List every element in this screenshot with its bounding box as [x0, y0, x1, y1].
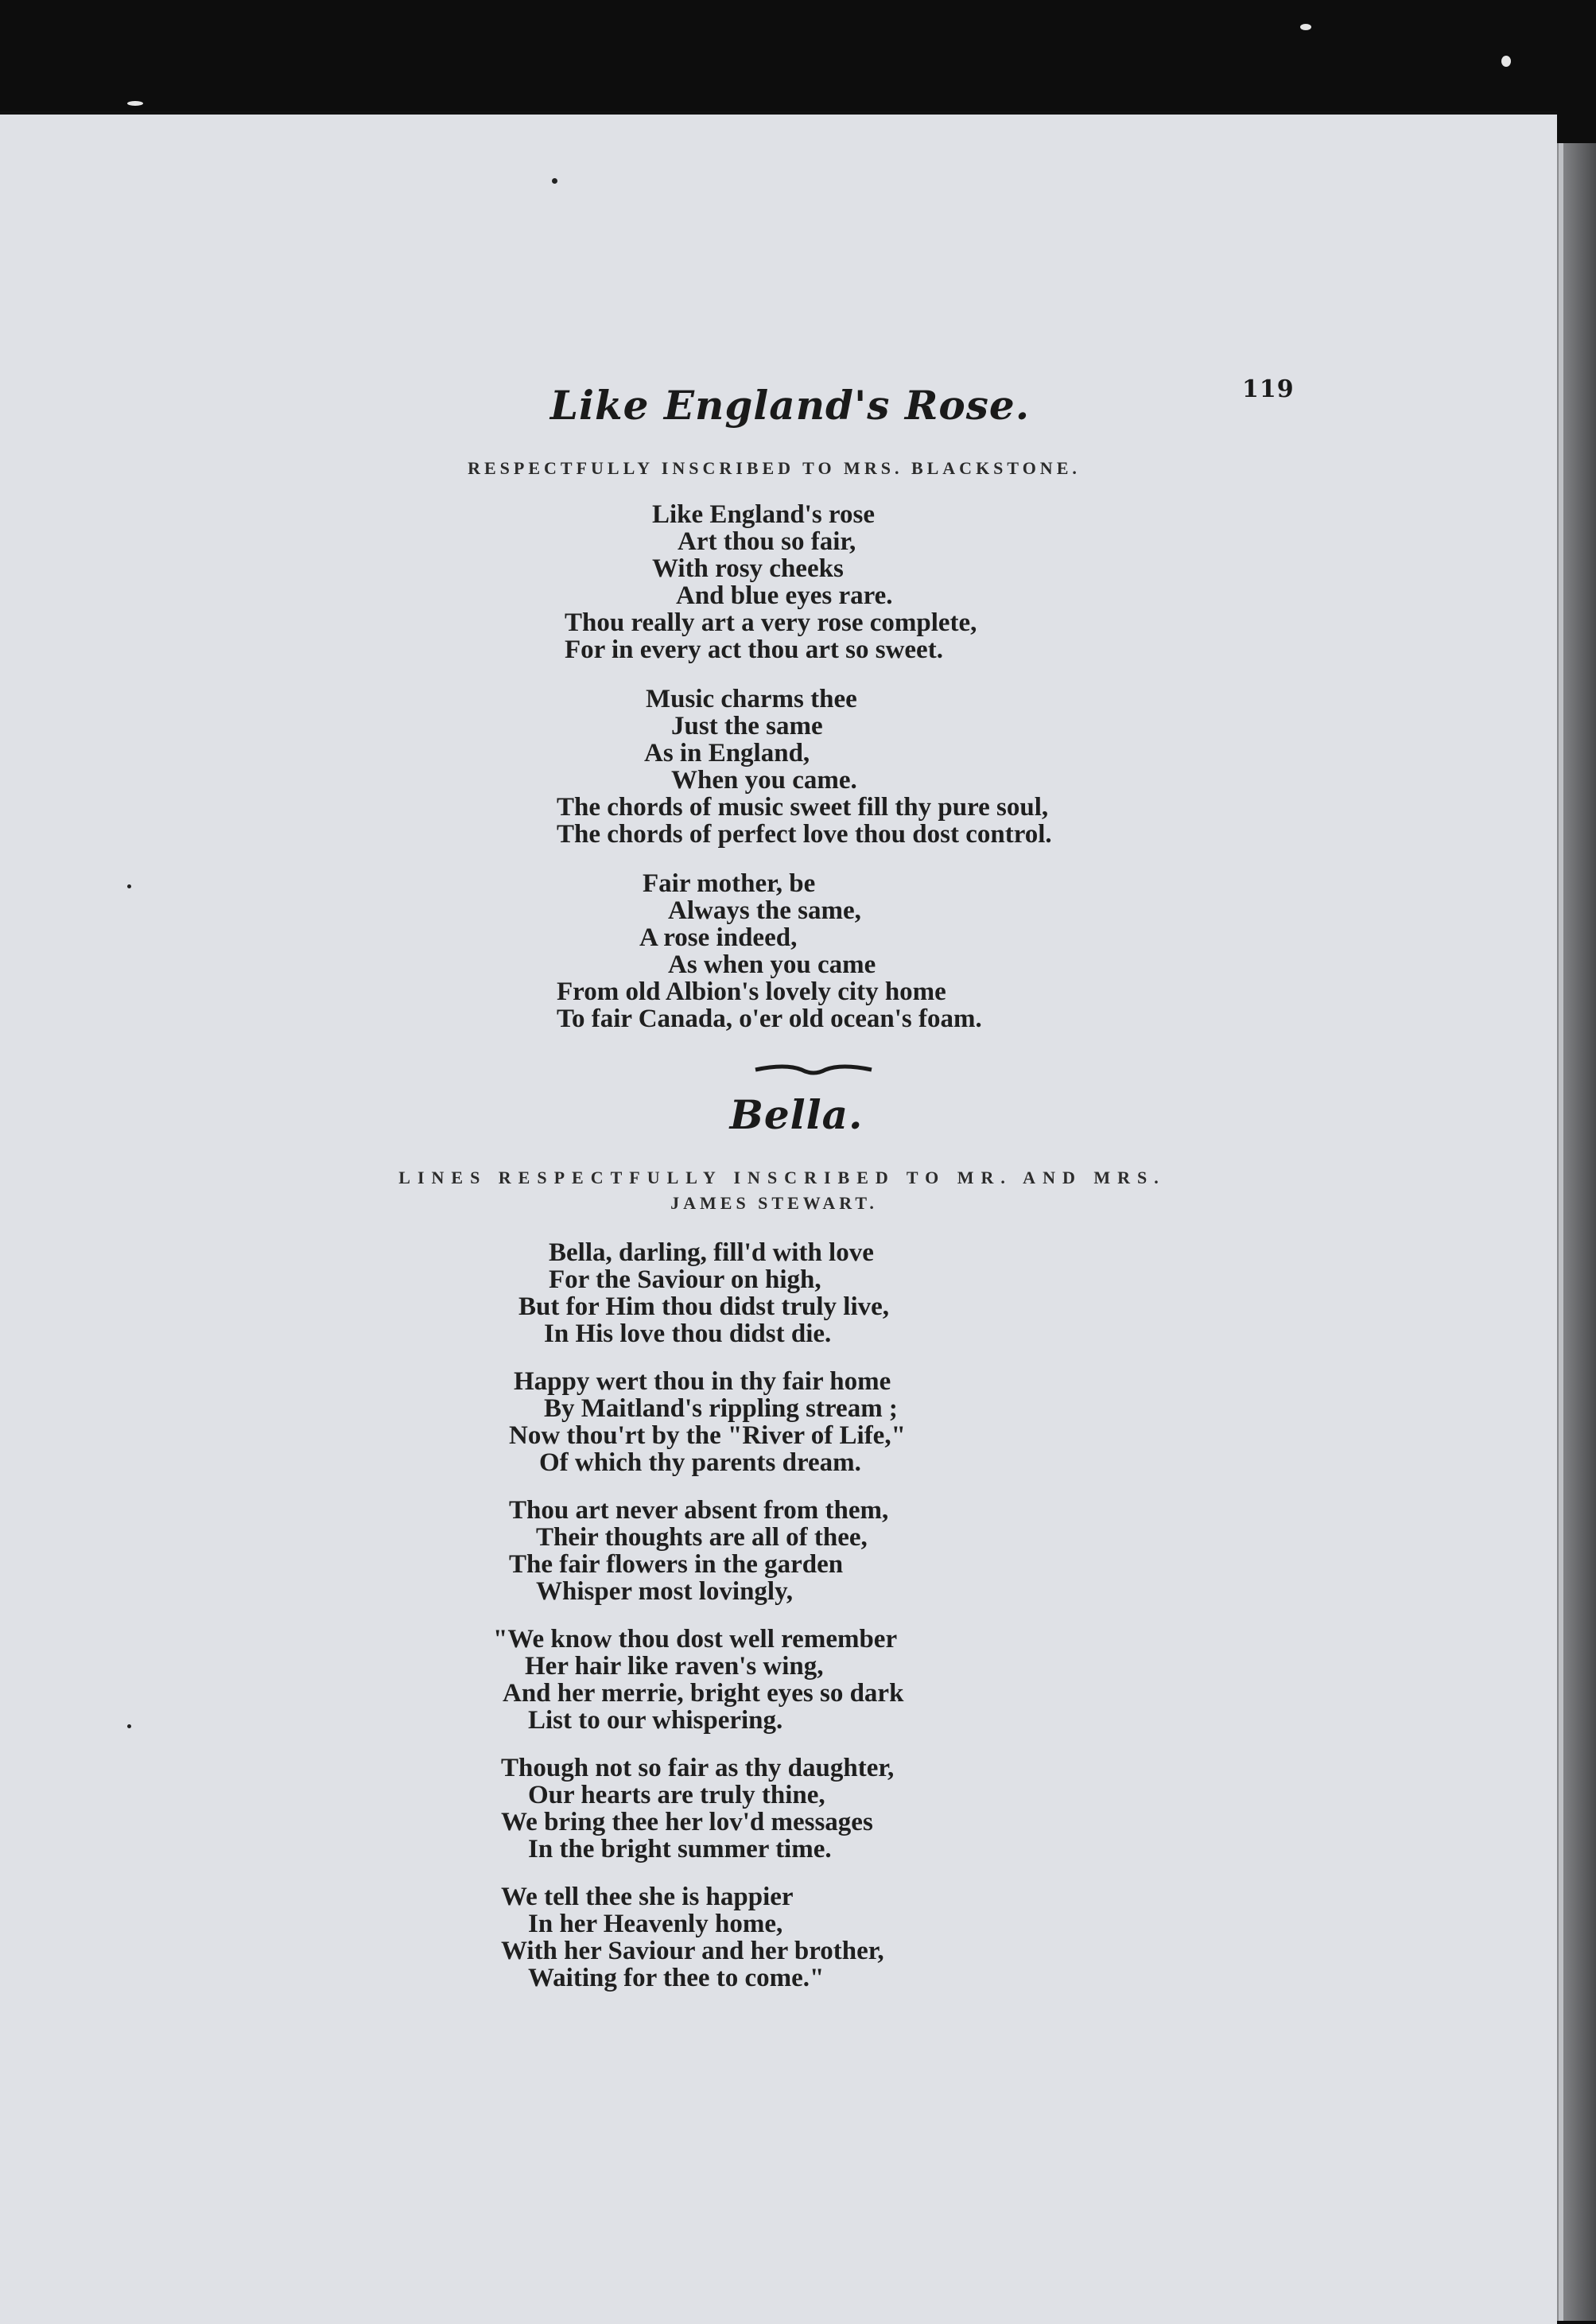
- stanza: [557, 870, 982, 1032]
- verse-line: Bella, darling, fill'd with love: [549, 1238, 874, 1267]
- scan-dot: [552, 178, 557, 184]
- poem-title-bella: Bella.: [729, 1091, 864, 1138]
- poem-dedication: LINES RESPECTFULLY INSCRIBED TO MR. AND MRS.: [398, 1168, 1166, 1187]
- verse-line: List to our whispering.: [528, 1706, 783, 1735]
- stanza: [493, 1626, 903, 1734]
- verse-line: And her merrie, bright eyes so dark: [503, 1679, 904, 1708]
- verse-line: With her Saviour and her brother,: [501, 1937, 884, 1965]
- stanza: [501, 1883, 884, 1992]
- verse-line: Thou art never absent from them,: [509, 1496, 889, 1525]
- stanza: [557, 686, 1052, 848]
- verse-line: We bring thee her lov'd messages: [501, 1808, 873, 1836]
- verse-line: From old Albion's lovely city home: [557, 977, 946, 1006]
- poem-dedication: JAMES STEWART.: [670, 1193, 878, 1213]
- ornamental-divider: [754, 1062, 873, 1078]
- verse-line: We tell thee she is happier: [501, 1883, 794, 1911]
- verse-line: Just the same: [671, 712, 823, 740]
- verse-line: Thou really art a very rose complete,: [565, 608, 977, 637]
- verse-line: Her hair like raven's wing,: [525, 1652, 824, 1681]
- stanza: [509, 1368, 906, 1476]
- verse-line: The chords of music sweet fill thy pure soul,: [557, 793, 1049, 822]
- verse-line: Their thoughts are all of thee,: [536, 1523, 868, 1552]
- verse-line: In her Heavenly home,: [528, 1910, 783, 1938]
- verse-line: Like England's rose: [652, 500, 875, 529]
- verse-line: The chords of perfect love thou dost control.: [557, 820, 1052, 849]
- verse-line: Happy wert thou in thy fair home: [514, 1367, 891, 1396]
- verse-line: Now thou'rt by the "River of Life,": [509, 1421, 906, 1450]
- verse-line: Always the same,: [668, 896, 861, 925]
- verse-line: When you came.: [671, 766, 857, 795]
- verse-line: In the bright summer time.: [528, 1835, 832, 1863]
- scan-speck: [1501, 56, 1511, 67]
- verse-line: The fair flowers in the garden: [509, 1550, 844, 1579]
- verse-line: Of which thy parents dream.: [539, 1448, 861, 1477]
- verse-line: But for Him thou didst truly live,: [518, 1292, 890, 1321]
- stanza: [509, 1239, 889, 1347]
- verse-line: Fair mother, be: [643, 869, 816, 898]
- poem-title-like-englands-rose: Like England's Rose.: [549, 382, 1031, 429]
- verse-line: "We know thou dost well remember: [493, 1625, 898, 1654]
- verse-line: In His love thou didst die.: [544, 1319, 832, 1348]
- scan-speck: [1300, 24, 1311, 30]
- verse-line: Waiting for thee to come.": [528, 1964, 825, 1992]
- stanza: [509, 1497, 888, 1605]
- verse-line: Though not so fair as thy daughter,: [501, 1754, 895, 1782]
- verse-line: Art thou so fair,: [678, 527, 856, 556]
- verse-line: Music charms thee: [646, 685, 857, 713]
- poem-dedication: RESPECTFULLY INSCRIBED TO MRS. BLACKSTONE.: [468, 458, 1081, 478]
- verse-line: To fair Canada, o'er old ocean's foam.: [557, 1005, 982, 1033]
- verse-line: As when you came: [668, 950, 876, 979]
- verse-line: For the Saviour on high,: [549, 1265, 821, 1294]
- verse-line: A rose indeed,: [639, 923, 798, 952]
- scan-speck: [127, 101, 143, 106]
- verse-line: For in every act thou art so sweet.: [565, 635, 943, 664]
- verse-line: And blue eyes rare.: [676, 581, 893, 610]
- page-number: 119: [1242, 375, 1295, 403]
- stanza: [501, 1755, 894, 1863]
- verse-line: Whisper most lovingly,: [536, 1577, 794, 1606]
- scan-dot: [127, 884, 131, 888]
- verse-line: With rosy cheeks: [652, 554, 844, 583]
- verse-line: Our hearts are truly thine,: [528, 1781, 825, 1809]
- scan-dot: [127, 1724, 131, 1728]
- stanza: [557, 501, 977, 663]
- verse-line: By Maitland's rippling stream ;: [544, 1394, 898, 1423]
- verse-line: As in England,: [644, 739, 810, 768]
